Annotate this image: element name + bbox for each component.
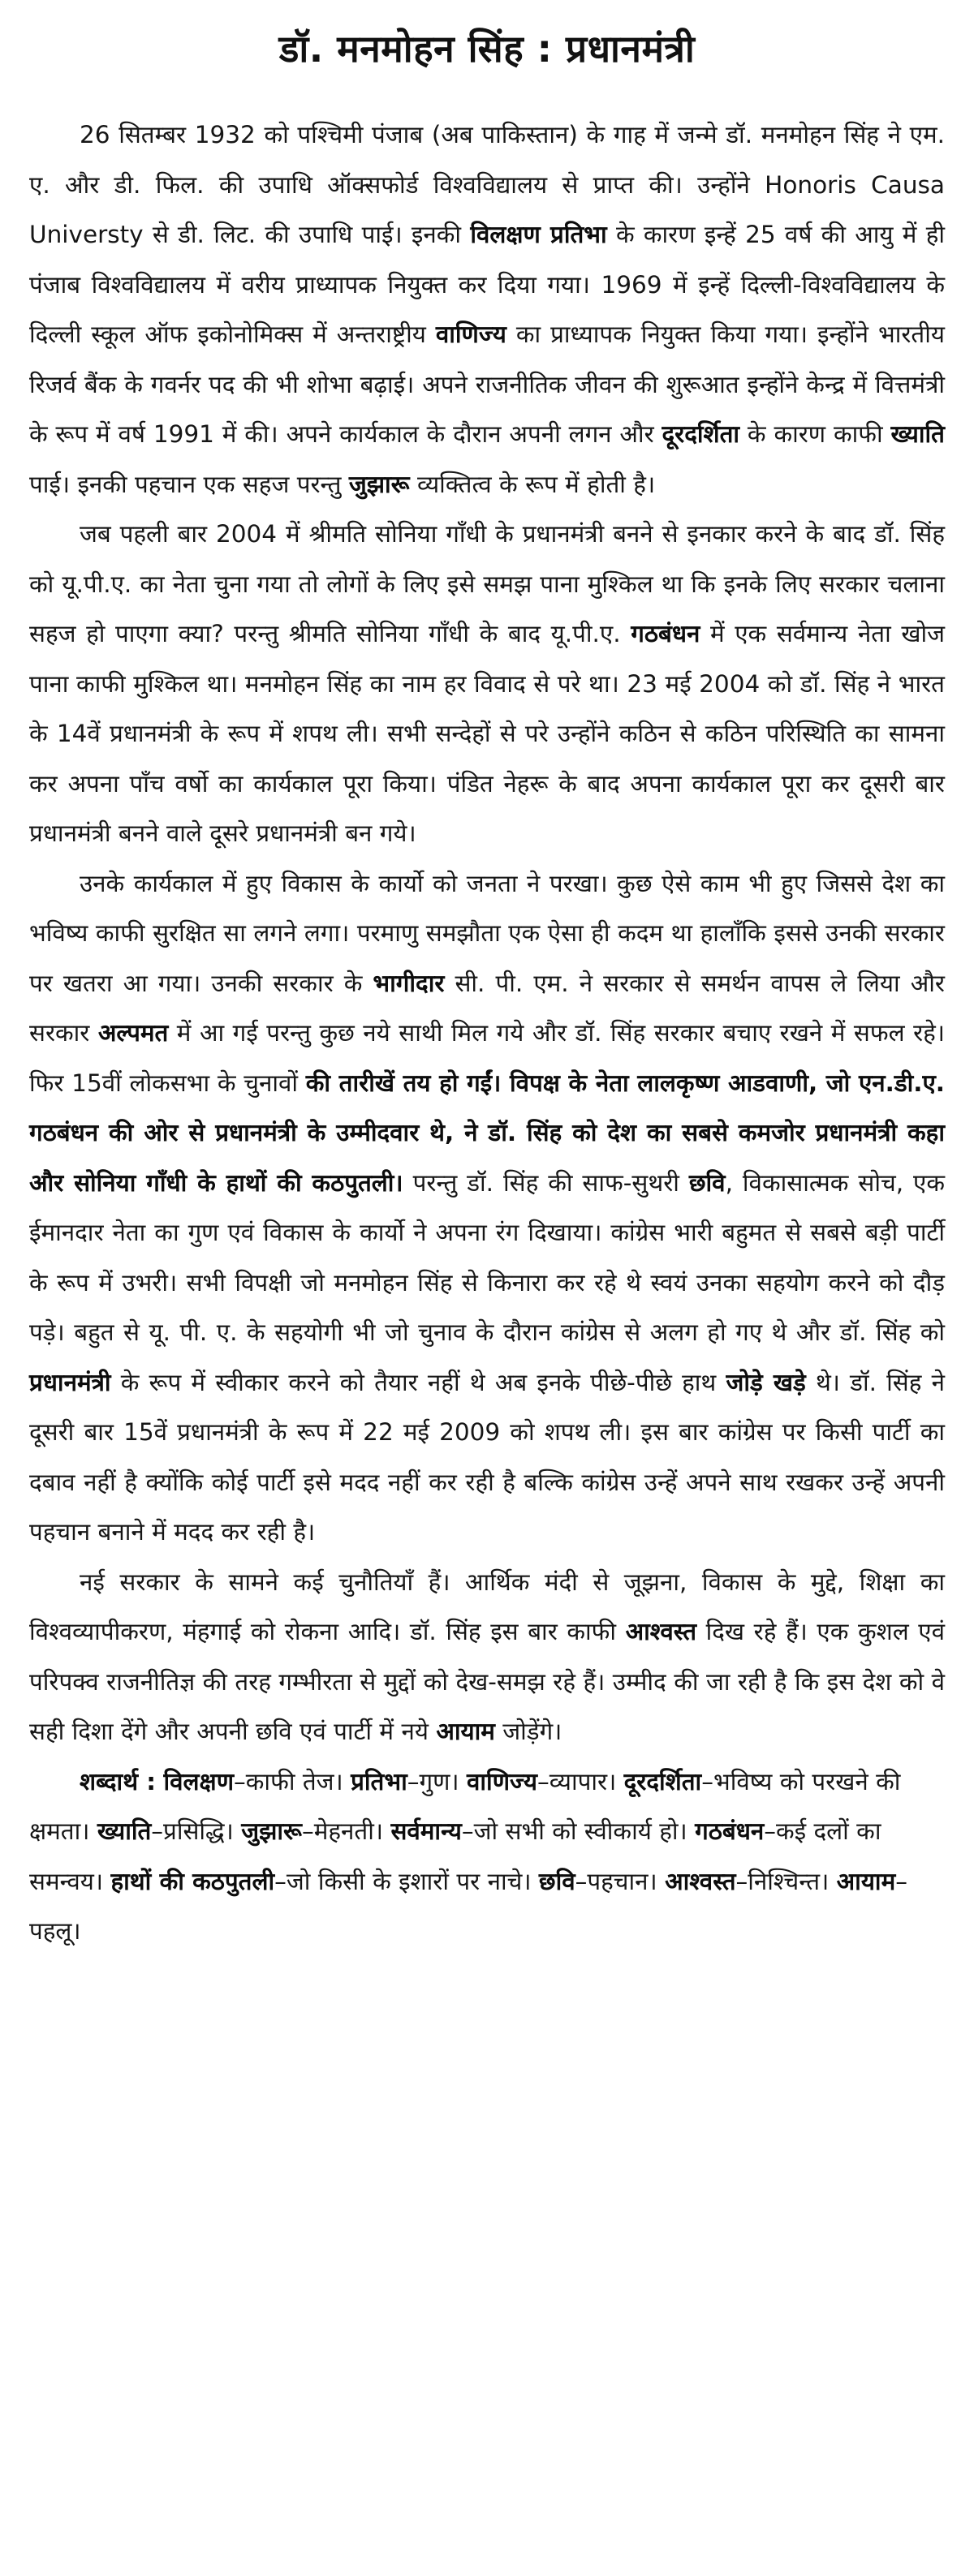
text-run: का प्राध्यापक नियुक्त किया गया। इन्होंने भारतीय रिजर्व बैंक के गवर्नर पद की भी शोभा बढ़ाई। अपने राजनीतिक जीवन की शुरूआत इन्होंने केन्द्र में वित्तमंत्री के रूप में वर्ष 1991 में की। अपने कार्यकाल के दौरान अपनी लगन और [29,320,945,448]
bold-term: गठबंधन [631,620,700,647]
text-run: थे। डॉ. सिंह ने दूसरी बार 15वें प्रधानमंत्री के रूप में 22 मई 2009 को शपथ ली। इस बार कांग्रेस पर किसी पार्टी का दबाव नहीं है क्योंकि कोई पार्टी इसे मदद नहीं कर रही है बल्कि कांग्रेस उन्हें अपने साथ रखकर उन्हें अपनी पहचान बनाने में मदद कर रही है। [29,1368,945,1546]
glossary-meaning: –निश्चिन्त। [735,1867,830,1895]
bold-term: आयाम [436,1718,495,1745]
text-run: परन्तु डॉ. सिंह की साफ-सुथरी [403,1168,689,1197]
bold-term: विलक्षण प्रतिभा [470,221,607,248]
bold-term: आश्वस्त [625,1618,697,1645]
glossary-term: विलक्षण [163,1767,235,1795]
text-run: में एक [700,620,777,647]
glossary-meaning: –गुण। [407,1767,459,1795]
glossary-term: छवि [538,1867,575,1895]
glossary [29,1757,945,1957]
text-run: उनके कार्यकाल में हुए विकास के कार्यो को जनता ने परखा। कुछ ऐसे काम भी हुए जिससे देश का भविष्य काफी सुरक्षित सा लगने लगा। परमाणु समझौता एक ऐसा ही कदम था हालाँकि इससे उनकी सरकार पर खतरा आ गया। उनकी सरकार के [29,869,945,997]
glossary-meaning: –कई दलों का समन्वय। [29,1817,881,1895]
text-run: पाई। इनकी पहचान एक सहज परन्तु [29,470,349,498]
text-run: के कारण काफी [739,420,891,448]
text-run: जब पहली बार 2004 में श्रीमति सोनिया गाँधी के प्रधानमंत्री बनने से इनकार करने के बाद डॉ. सिंह को यू.पी.ए. का नेता चुना गया तो लोगों के लिए इसे समझ पाना मुश्किल था कि इनके लिए सरकार चलाना सहज हो पाएगा क्या? परन्तु श्रीमति सोनिया गाँधी के बाद यू.पी.ए. [29,520,945,647]
essay-body [29,110,945,1757]
glossary-term: हाथों की कठपुतली [110,1867,275,1895]
bold-term: जुझारू [348,470,410,498]
bold-term: दूरदर्शिता [662,420,740,448]
glossary-meaning: –मेहनती। [301,1817,384,1845]
glossary-term: प्रतिभा [351,1767,407,1795]
glossary-term: वाणिज्य [467,1767,538,1795]
glossary-meaning: –जो सभी को स्वीकार्य हो। [461,1817,687,1845]
text-run: के रूप में स्वीकार करने को तैयार नहीं थे अब इनके पीछे-पीछे हाथ [110,1368,726,1396]
glossary-meaning: –प्रसिद्धि। [151,1817,234,1845]
glossary-meaning: –पहचान। [575,1867,657,1895]
bold-term: की तारीखें तय हो गईं। विपक्ष के नेता लालकृष्ण आडवाणी, जो एन.डी.ए. गठबंधन की ओर से प्रधानमंत्री के उम्मीदवार थे, ने डॉ. सिंह को देश का सबसे कमजोर प्रधानमंत्री कहा और सोनिया गाँधी के हाथों की कठपुतली। [29,1069,945,1197]
text-run: , विकासात्मक सोच, एक ईमानदार नेता का गुण एवं विकास के कार्यो ने अपना रंग दिखाया। कांग्रेस भारी बहुमत से सबसे बड़ी पार्टी के रूप में उभरी। सभी विपक्षी जो मनमोहन सिंह से किनारा कर रहे थे स्वयं उनका सहयोग करने को दौड़ पड़े। बहुत से यू. पी. ए. के सहयोगी भी जो चुनाव के दौरान कांग्रेस से अलग हो गए थे और डॉ. सिंह को [29,1168,945,1346]
text-run: सी. पी. एम. ने सरकार से समर्थन वापस ले लिया और सरकार [29,969,945,1047]
glossary-term: ख्याति [97,1817,152,1845]
paragraph-4 [29,1558,945,1757]
paragraph-2 [29,510,945,859]
text-run: नेता खोज पाना काफी मुश्किल था। मनमोहन सिंह का नाम हर विवाद से परे था। 23 मई 2004 को डॉ. सिंह ने भारत के 14वें प्रधानमंत्री के रूप में शपथ ली। सभी सन्देहों से परे उन्होंने कठिन से कठिन परिस्थिति का सामना कर अपना पाँच वर्षो का कार्यकाल पूरा किया। पंडित नेहरू के बाद अपना कार्यकाल पूरा कर दूसरी बार प्रधानमंत्री बनने वाले दूसरे प्रधानमंत्री बन गये। [29,620,945,847]
text-run: जोड़ेंगे। [494,1718,562,1745]
bold-term: वाणिज्य [435,320,506,348]
text-run: व्यक्तित्व के रूप में होती है। [409,470,656,498]
glossary-label: शब्दार्थ : [80,1767,157,1795]
glossary-term: आश्वस्त [665,1867,736,1895]
paragraph-1 [29,110,945,510]
text-run: दिख रहे हैं। एक कुशल एवं परिपक्व राजनीतिज्ञ की तरह गम्भीरता से मुद्दों को देख-समझ रहे हैं। उम्मीद की जा रही है कि इस देश को वे सही दिशा देंगे और अपनी छवि एवं पार्टी में नये [29,1618,946,1745]
bold-term: अल्पमत [97,1019,169,1047]
bold-term: भागीदार [373,969,445,997]
glossary-meaning: –भविष्य को परखने की क्षमता। [29,1767,901,1845]
glossary-meaning: –व्यापार। [537,1767,617,1795]
glossary-meaning: –जो किसी के इशारों पर नाचे। [274,1867,532,1895]
glossary-entries [29,1768,907,1946]
glossary-term: जुझारू [241,1817,302,1845]
glossary-term: दूरदर्शिता [623,1767,702,1795]
text-run: के कारण इन्हें 25 वर्ष की आयु में ही पंजाब विश्वविद्यालय में वरीय प्राध्यापक नियुक्त कर दिया गया। 1969 में इन्हें दिल्ली-विश्वविद्यालय के दिल्ली स्कूल ऑफ इकोनोमिक्स में अन्तराष्ट्रीय [29,221,945,348]
glossary-meaning: –पहलू। [29,1867,907,1945]
bold-term: छवि [688,1168,726,1197]
text-run: में आ गई परन्तु कुछ नये साथी मिल गये और डॉ. सिंह सरकार बचाए रखने में सफल रहे। फिर 15वीं लोकसभा के चुनावों [29,1019,945,1097]
glossary-term: गठबंधन [695,1817,765,1845]
bold-term: जोड़े खड़े [726,1368,806,1396]
bold-term: प्रधानमंत्री [29,1368,111,1396]
text-run: सर्वमान्य [776,620,848,647]
text-run: 26 सितम्बर 1932 को पश्चिमी पंजाब (अब पाकिस्तान) के गाह में जन्मे डॉ. मनमोहन सिंह ने एम. ए. और डी. फिल. की उपाधि ऑक्सफोर्ड विश्वविद्यालय से प्राप्त की। उन्होंने Honoris Causa Universty से डी. लिट. की उपाधि पाई। इनकी [29,121,945,248]
bold-term: ख्याति [890,420,945,448]
paragraph-3 [29,859,945,1558]
page-title: डॉ. मनमोहन सिंह : प्रधानमंत्री [278,27,696,71]
text-run: नई सरकार के सामने कई चुनौतियाँ हैं। आर्थिक मंदी से जूझना, विकास के मुद्दे, शिक्षा का विश्वव्यापीकरण, मंहगाई को रोकना आदि। डॉ. सिंह इस बार काफी [29,1568,945,1645]
glossary-meaning: –काफी तेज। [234,1767,343,1795]
glossary-term: सर्वमान्य [390,1817,462,1845]
glossary-term: आयाम [836,1867,896,1895]
